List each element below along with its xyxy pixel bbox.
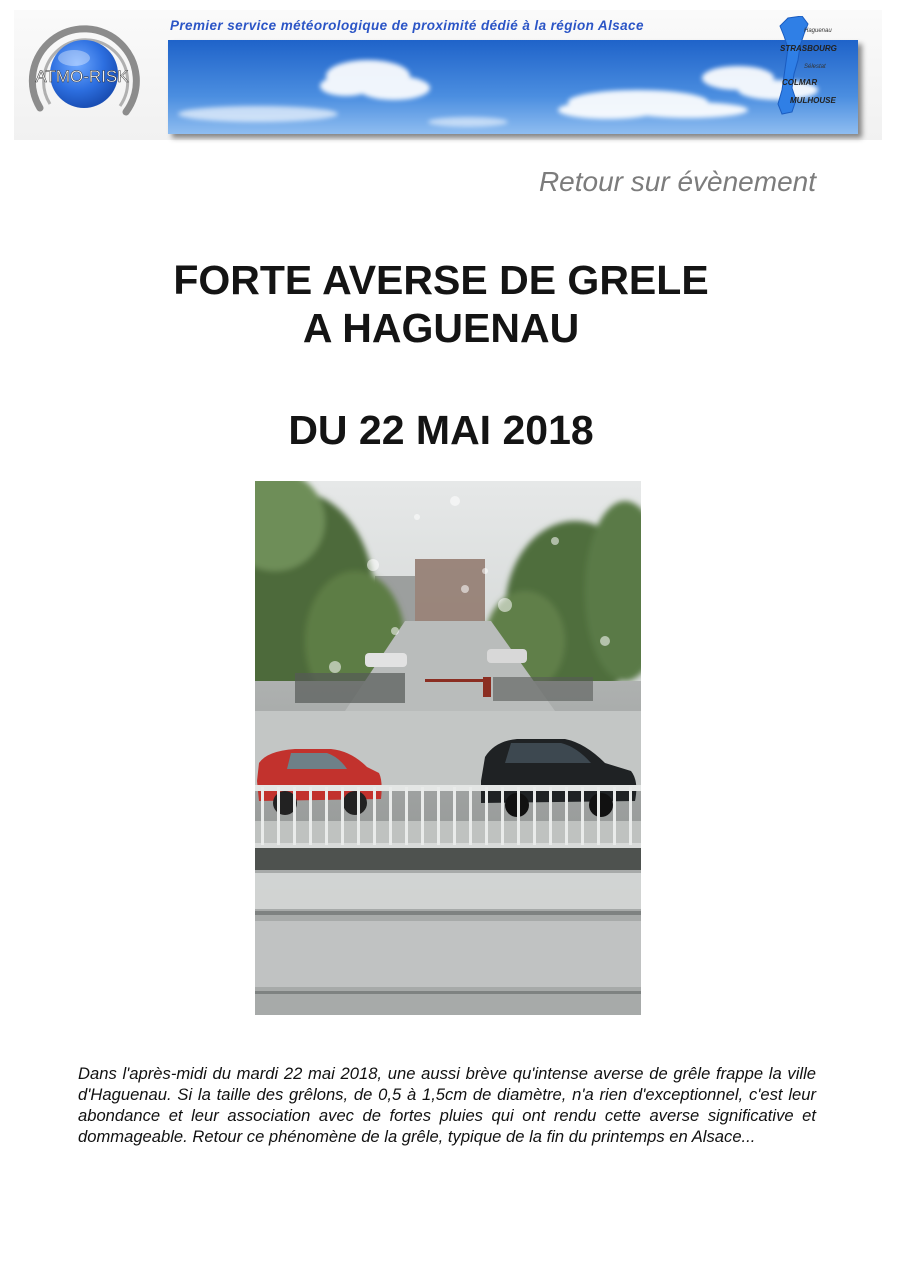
date-title — [0, 406, 898, 454]
kicker-text: Retour sur évènement — [538, 166, 816, 197]
map-city-selestat: Sélestat — [804, 64, 826, 70]
logo-text: ATMO-RISK — [35, 67, 129, 86]
title-line-2: A HAGUENAU — [302, 305, 580, 351]
page-header — [14, 10, 882, 142]
map-city-colmar: COLMAR — [782, 78, 818, 87]
sky-banner — [168, 40, 858, 134]
header-tagline: Premier service météorologique de proximité dédié à la région Alsace — [170, 18, 644, 33]
title-line-1: FORTE AVERSE DE GRELE — [173, 257, 709, 303]
map-city-mulhouse: MULHOUSE — [790, 96, 836, 105]
article-paragraph: Dans l'après-midi du mardi 22 mai 2018, une aussi brève qu'intense averse de grêle frappe la ville d'Haguenau. Si la taille des grêlons, de 0,5 à 1,5cm de diamètre, n'a rien d'exceptionnel, c'est leur abondance et leur association avec de fortes pluies qui ont rendu cette averse significative et dommageable. Retour ce phénomène de la grêle, typique de la fin du printemps en Alsace... — [78, 1064, 816, 1146]
date-line: DU 22 MAI 2018 — [288, 407, 594, 453]
map-city-strasbourg: STRASBOURG — [780, 44, 837, 53]
alsace-map — [774, 16, 854, 116]
hail-photo — [255, 481, 641, 1015]
map-city-haguenau: Haguenau — [804, 28, 832, 34]
page-title — [0, 256, 898, 352]
atmo-risk-logo — [22, 16, 142, 136]
